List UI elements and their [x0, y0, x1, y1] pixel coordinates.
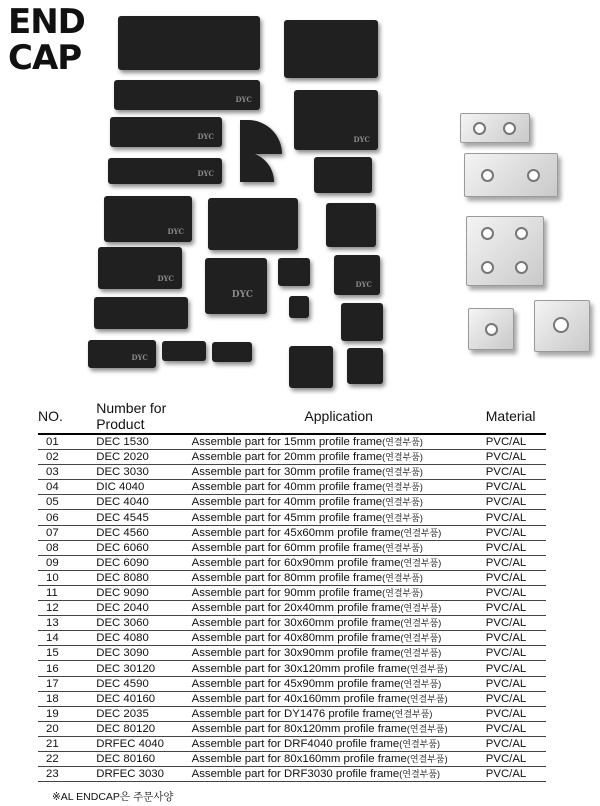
row-application-suffix: (연결부품)	[391, 708, 433, 719]
header-number: Number for Product	[96, 400, 191, 434]
row-number: DEC 80120	[96, 721, 191, 736]
row-no: 08	[38, 540, 96, 555]
row-number: DEC 3060	[96, 616, 191, 631]
table-row	[38, 570, 546, 585]
row-material: PVC/AL	[486, 751, 546, 766]
end-cap	[118, 16, 260, 70]
row-material: PVC/AL	[486, 570, 546, 585]
row-application-suffix: (연결부품)	[406, 663, 448, 674]
row-number: DEC 2020	[96, 450, 191, 465]
row-application-suffix: (연결부품)	[382, 467, 423, 478]
end-cap	[278, 258, 310, 286]
row-application	[192, 570, 486, 585]
end-cap: DYC	[205, 258, 267, 314]
row-application-suffix: (연결부품)	[400, 618, 442, 629]
table-row	[38, 540, 546, 555]
row-application	[192, 646, 486, 661]
row-application	[192, 601, 486, 616]
row-application-suffix: (연결부품)	[399, 738, 441, 749]
end-cap	[212, 342, 252, 362]
row-application-text: Assemble part for 30x120mm profile frame	[191, 662, 407, 675]
table-row	[38, 585, 546, 600]
table-row	[38, 434, 546, 450]
end-cap	[208, 198, 298, 250]
row-number: DEC 4560	[96, 525, 191, 540]
end-cap	[284, 20, 378, 78]
row-application-suffix: (연결부품)	[382, 482, 423, 493]
row-application	[192, 631, 486, 646]
row-material: PVC/AL	[486, 767, 546, 782]
row-number: DEC 6060	[96, 540, 191, 555]
row-application-suffix: (연결부품)	[382, 497, 423, 508]
row-application-suffix: (연결부품)	[406, 693, 448, 704]
end-cap	[314, 157, 372, 193]
row-no: 10	[38, 570, 96, 585]
row-material: PVC/AL	[486, 480, 546, 495]
row-number: DEC 1530	[96, 434, 191, 450]
row-no: 11	[38, 585, 96, 600]
row-no: 16	[38, 661, 96, 676]
row-application	[192, 661, 486, 676]
row-application-text: Assemble part for 45mm profile frame	[191, 511, 383, 524]
row-material: PVC/AL	[486, 691, 546, 706]
row-no: 22	[38, 751, 96, 766]
table-row	[38, 555, 546, 570]
row-application-text: Assemble part for 45x60mm profile frame	[191, 526, 401, 539]
row-number: DEC 4590	[96, 676, 191, 691]
table-row	[38, 767, 546, 782]
table-header-row	[38, 400, 546, 434]
row-application-suffix: (연결부품)	[400, 648, 442, 659]
row-application-text: Assemble part for 60x90mm profile frame	[191, 556, 401, 569]
row-application-suffix: (연결부품)	[382, 452, 423, 463]
table-row	[38, 691, 546, 706]
row-number: DEC 4545	[96, 510, 191, 525]
row-application-suffix: (연결부품)	[406, 754, 448, 765]
row-application	[192, 555, 486, 570]
row-application	[192, 736, 486, 751]
row-material: PVC/AL	[486, 661, 546, 676]
row-no: 02	[38, 450, 96, 465]
row-material: PVC/AL	[486, 525, 546, 540]
row-application-text: Assemble part for DY1476 profile frame	[191, 707, 392, 720]
table-row	[38, 676, 546, 691]
row-application-suffix: (연결부품)	[400, 527, 442, 538]
footnote: ※AL ENDCAP은 주문사양	[52, 791, 174, 803]
row-material: PVC/AL	[486, 510, 546, 525]
row-no: 06	[38, 510, 96, 525]
row-material: PVC/AL	[486, 631, 546, 646]
row-material: PVC/AL	[486, 540, 546, 555]
row-application	[192, 721, 486, 736]
row-application-text: Assemble part for 45x90mm profile frame	[191, 677, 401, 690]
table-row	[38, 631, 546, 646]
row-application	[192, 616, 486, 631]
header-material: Material	[486, 400, 546, 434]
row-material: PVC/AL	[486, 450, 546, 465]
table-row	[38, 721, 546, 736]
header-application: Application	[192, 400, 486, 434]
row-application	[192, 495, 486, 510]
row-application	[192, 706, 486, 721]
row-no: 17	[38, 676, 96, 691]
table-row	[38, 525, 546, 540]
end-cap	[326, 203, 376, 247]
row-no: 15	[38, 646, 96, 661]
row-application	[192, 540, 486, 555]
row-material: PVC/AL	[486, 585, 546, 600]
aluminium-end-cap	[460, 113, 530, 143]
row-number: DEC 40160	[96, 691, 191, 706]
row-number: DEC 2035	[96, 706, 191, 721]
row-no: 14	[38, 631, 96, 646]
row-number: DRFEC 4040	[96, 736, 191, 751]
row-no: 21	[38, 736, 96, 751]
row-application-suffix: (연결부품)	[400, 633, 442, 644]
row-application-text: Assemble part for 80mm profile frame	[191, 571, 383, 584]
row-number: DEC 4080	[96, 631, 191, 646]
row-no: 19	[38, 706, 96, 721]
row-application	[192, 767, 486, 782]
row-application-suffix: (연결부품)	[382, 542, 423, 553]
table-row	[38, 706, 546, 721]
row-material: PVC/AL	[486, 465, 546, 480]
row-number: DRFEC 3030	[96, 767, 191, 782]
row-application-suffix: (연결부품)	[400, 557, 442, 568]
row-no: 09	[38, 555, 96, 570]
row-no: 05	[38, 495, 96, 510]
end-cap: DYC	[108, 158, 222, 184]
row-number: DEC 9090	[96, 585, 191, 600]
row-application	[192, 480, 486, 495]
page-title	[8, 4, 85, 76]
row-number: DEC 4040	[96, 495, 191, 510]
row-application-text: Assemble part for 40x160mm profile frame	[191, 692, 407, 705]
row-application-suffix: (연결부품)	[382, 588, 423, 599]
table-row	[38, 736, 546, 751]
end-cap	[162, 341, 206, 361]
row-application-text: Assemble part for DRF3030 profile frame	[191, 768, 400, 781]
row-material: PVC/AL	[486, 601, 546, 616]
row-application-text: Assemble part for 15mm profile frame	[191, 436, 383, 449]
row-application-suffix: (연결부품)	[400, 603, 442, 614]
row-number: DEC 8080	[96, 570, 191, 585]
row-application-suffix: (연결부품)	[406, 723, 448, 734]
row-no: 20	[38, 721, 96, 736]
row-no: 12	[38, 601, 96, 616]
row-application-text: Assemble part for 90mm profile frame	[191, 587, 383, 600]
row-no: 01	[38, 434, 96, 450]
end-cap	[289, 346, 333, 388]
row-material: PVC/AL	[486, 721, 546, 736]
title-line-2: CAP	[8, 38, 82, 78]
aluminium-end-cap	[464, 153, 558, 197]
table-row	[38, 450, 546, 465]
row-no: 13	[38, 616, 96, 631]
row-application	[192, 525, 486, 540]
end-cap	[240, 152, 274, 182]
product-table	[38, 400, 546, 782]
header-no: NO.	[38, 400, 96, 434]
row-application	[192, 691, 486, 706]
row-application-text: Assemble part for DRF4040 profile frame	[191, 737, 400, 750]
end-cap: DYC	[98, 247, 182, 289]
end-cap	[94, 297, 188, 329]
table-row	[38, 480, 546, 495]
row-application-text: Assemble part for 30x90mm profile frame	[191, 647, 401, 660]
row-application-text: Assemble part for 30x60mm profile frame	[191, 617, 401, 630]
row-application-text: Assemble part for 40mm profile frame	[191, 481, 383, 494]
row-no: 18	[38, 691, 96, 706]
row-application-suffix: (연결부품)	[382, 512, 423, 523]
row-no: 04	[38, 480, 96, 495]
row-number: DEC 30120	[96, 661, 191, 676]
row-application-text: Assemble part for 80x120mm profile frame	[191, 722, 407, 735]
row-number: DEC 3030	[96, 465, 191, 480]
row-material: PVC/AL	[486, 706, 546, 721]
row-material: PVC/AL	[486, 616, 546, 631]
row-material: PVC/AL	[486, 555, 546, 570]
row-application	[192, 676, 486, 691]
row-application-text: Assemble part for 60mm profile frame	[191, 541, 383, 554]
row-application-suffix: (연결부품)	[400, 678, 442, 689]
row-material: PVC/AL	[486, 434, 546, 450]
row-application-text: Assemble part for 40x80mm profile frame	[191, 632, 401, 645]
end-cap: DYC	[110, 117, 222, 147]
end-cap: DYC	[334, 255, 380, 295]
table-row	[38, 510, 546, 525]
row-application-suffix: (연결부품)	[382, 437, 423, 448]
row-application-text: Assemble part for 20mm profile frame	[191, 451, 383, 464]
table-row	[38, 646, 546, 661]
end-cap	[289, 296, 309, 318]
table-row	[38, 751, 546, 766]
row-no: 03	[38, 465, 96, 480]
row-application	[192, 510, 486, 525]
row-application	[192, 585, 486, 600]
end-cap	[240, 120, 282, 154]
row-application-text: Assemble part for 20x40mm profile frame	[191, 602, 401, 615]
row-no: 07	[38, 525, 96, 540]
table-row	[38, 465, 546, 480]
end-cap: DYC	[114, 80, 260, 110]
end-cap	[341, 303, 383, 341]
row-material: PVC/AL	[486, 495, 546, 510]
row-material: PVC/AL	[486, 736, 546, 751]
end-cap: DYC	[104, 196, 192, 242]
table-row	[38, 661, 546, 676]
end-cap: DYC	[88, 340, 156, 368]
row-number: DEC 6090	[96, 555, 191, 570]
row-number: DEC 80160	[96, 751, 191, 766]
row-application-suffix: (연결부품)	[382, 572, 423, 583]
row-application-text: Assemble part for 30mm profile frame	[191, 466, 383, 479]
row-application	[192, 465, 486, 480]
aluminium-end-cap	[468, 308, 514, 350]
end-cap: DYC	[294, 90, 378, 150]
table-row	[38, 601, 546, 616]
row-application-text: Assemble part for 40mm profile frame	[191, 496, 383, 509]
table-row	[38, 616, 546, 631]
row-application	[192, 751, 486, 766]
row-application	[192, 450, 486, 465]
table-row	[38, 495, 546, 510]
row-number: DIC 4040	[96, 480, 191, 495]
end-cap	[347, 348, 383, 384]
row-number: DEC 3090	[96, 646, 191, 661]
row-material: PVC/AL	[486, 676, 546, 691]
row-number: DEC 2040	[96, 601, 191, 616]
aluminium-end-cap	[466, 216, 544, 286]
row-no: 23	[38, 767, 96, 782]
row-application	[192, 434, 486, 450]
aluminium-end-cap	[534, 300, 590, 352]
row-application-text: Assemble part for 80x160mm profile frame	[191, 753, 407, 766]
row-material: PVC/AL	[486, 646, 546, 661]
title-line-1: END	[8, 2, 85, 42]
row-application-suffix: (연결부품)	[399, 769, 441, 780]
